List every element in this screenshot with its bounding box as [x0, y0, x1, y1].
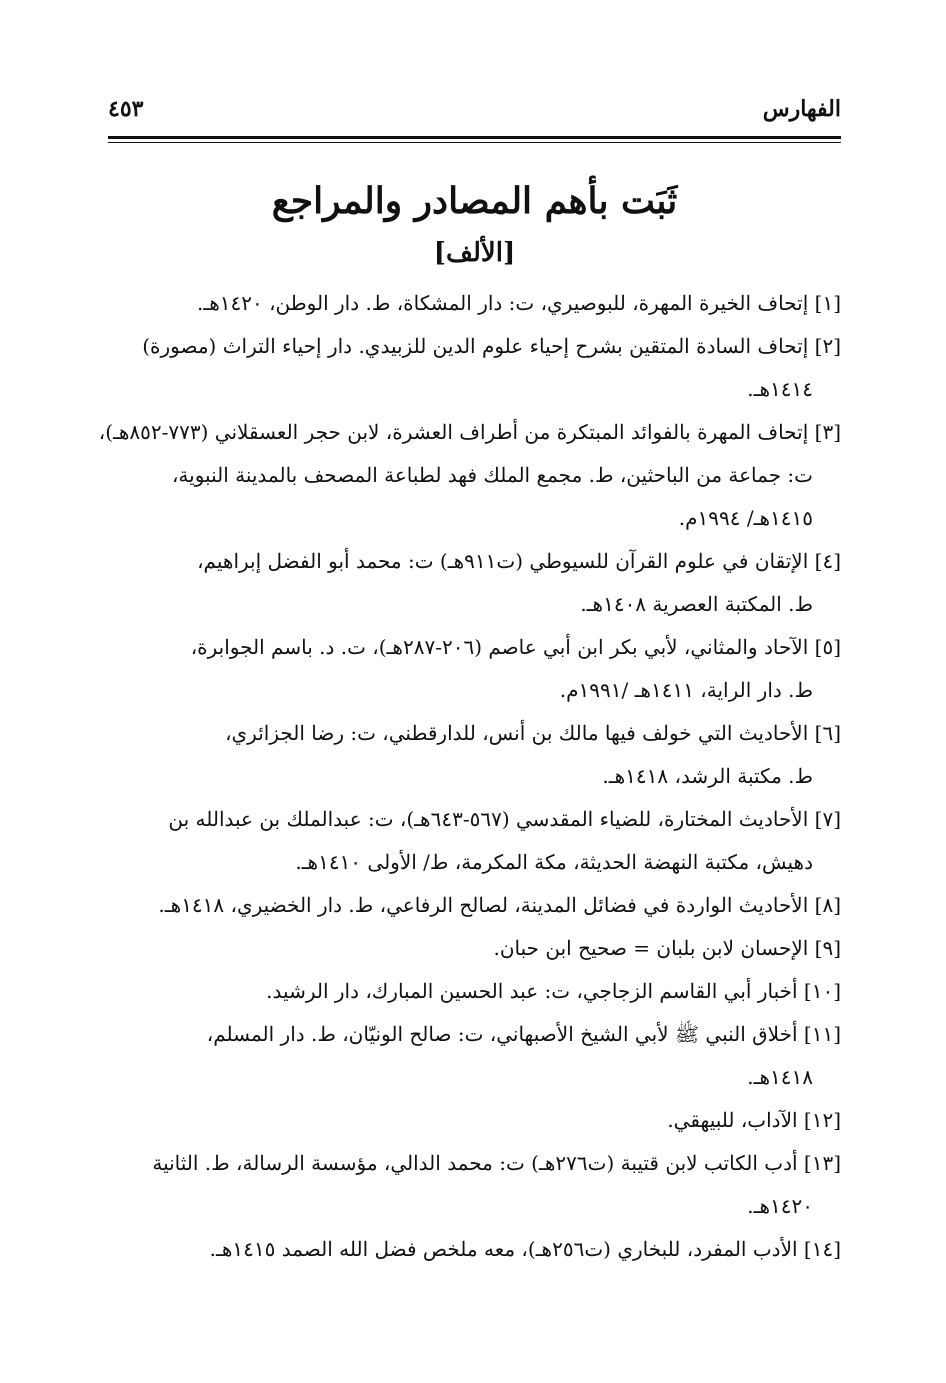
header-rule — [108, 136, 841, 139]
running-header — [108, 92, 841, 132]
bibliography-list — [98, 282, 841, 1271]
bibliography-entry — [108, 798, 841, 884]
entry-line: [١] إتحاف الخيرة المهرة، للبوصيري، ت: دار المشكاة، ط. دار الوطن، ١٤٢٠هـ. — [196, 291, 841, 315]
entry-line: ١٤١٨هـ. — [747, 1065, 813, 1089]
header-rule-thin — [108, 142, 841, 143]
entry-line: [٥] الآحاد والمثاني، لأبي بكر ابن أبي عاصم (٢٠٦-٢٨٧هـ)، ت. د. باسم الجوابرة، — [190, 635, 841, 659]
bibliography-entry — [108, 927, 841, 970]
entry-line: ١٤٢٠هـ. — [747, 1194, 813, 1218]
bibliography-entry — [108, 1142, 841, 1228]
entry-line: ط. دار الراية، ١٤١١هـ /١٩٩١م. — [559, 678, 813, 702]
bibliography-entry — [98, 411, 841, 540]
bibliography-entry — [108, 712, 841, 798]
entry-line: [٦] الأحاديث التي خولف فيها مالك بن أنس، للدارقطني، ت: رضا الجزائري، — [225, 721, 841, 745]
bibliography-entry — [108, 540, 841, 626]
entry-line: [١٠] أخبار أبي القاسم الزجاجي، ت: عبد الحسين المبارك، دار الرشيد. — [266, 979, 841, 1003]
entry-line: ط. المكتبة العصرية ١٤٠٨هـ. — [580, 592, 813, 616]
bibliography-entry — [108, 282, 841, 325]
page-number: ٤٥٣ — [108, 96, 144, 122]
entry-line: ت: جماعة من الباحثين، ط. مجمع الملك فهد لطباعة المصحف بالمدينة النبوية، — [171, 463, 813, 487]
entry-line: [٧] الأحاديث المختارة، للضياء المقدسي (٥٦٧-٦٤٣هـ)، ت: عبدالملك بن عبدالله بن — [168, 807, 841, 831]
entry-line: [٤] الإتقان في علوم القرآن للسيوطي (ت٩١١هـ) ت: محمد أبو الفضل إبراهيم، — [197, 549, 841, 573]
bibliography-entry — [108, 626, 841, 712]
section-heading: [الألف] — [433, 238, 516, 268]
entry-line: [١٣] أدب الكاتب لابن قتيبة (ت٢٧٦هـ) ت: محمد الدالي، مؤسسة الرسالة، ط. الثانية — [152, 1151, 841, 1175]
bibliography-entry — [108, 970, 841, 1013]
entry-line: ١٤١٥هـ/ ١٩٩٤م. — [678, 506, 813, 530]
bibliography-entry — [108, 884, 841, 927]
entry-line: [٢] إتحاف السادة المتقين بشرح إحياء علوم الدين للزبيدي. دار إحياء التراث (مصورة) — [142, 334, 841, 358]
entry-line: [١٤] الأدب المفرد، للبخاري (ت٢٥٦هـ)، معه ملخص فضل الله الصمد ١٤١٥هـ. — [209, 1237, 841, 1261]
bibliography-entry — [108, 1099, 841, 1142]
bibliography-entry — [108, 325, 841, 411]
entry-line: ط. مكتبة الرشد، ١٤١٨هـ. — [602, 764, 813, 788]
entry-line: ١٤١٤هـ. — [747, 377, 813, 401]
running-header-title: الفهارس — [762, 96, 841, 122]
entry-line: [٣] إتحاف المهرة بالفوائد المبتكرة من أطراف العشرة، لابن حجر العسقلاني (٧٧٣-٨٥٢هـ)، — [98, 420, 841, 444]
entry-line: [١٢] الآداب، للبيهقي. — [667, 1108, 841, 1132]
entry-line: [١١] أخلاق النبي ﷺ لأبي الشيخ الأصبهاني، ت: صالح الونيّان، ط. دار المسلم، — [206, 1022, 841, 1046]
bibliography-entry — [108, 1013, 841, 1099]
page-title: ثَبَت بأهم المصادر والمراجع — [271, 180, 678, 222]
bibliography-entry — [108, 1228, 841, 1271]
entry-line: دهيش، مكتبة النهضة الحديثة، مكة المكرمة، ط/ الأولى ١٤١٠هـ. — [295, 850, 813, 874]
entry-line: [٩] الإحسان لابن بلبان = صحيح ابن حبان. — [493, 936, 841, 960]
entry-line: [٨] الأحاديث الواردة في فضائل المدينة، لصالح الرفاعي، ط. دار الخضيري، ١٤١٨هـ. — [158, 893, 841, 917]
